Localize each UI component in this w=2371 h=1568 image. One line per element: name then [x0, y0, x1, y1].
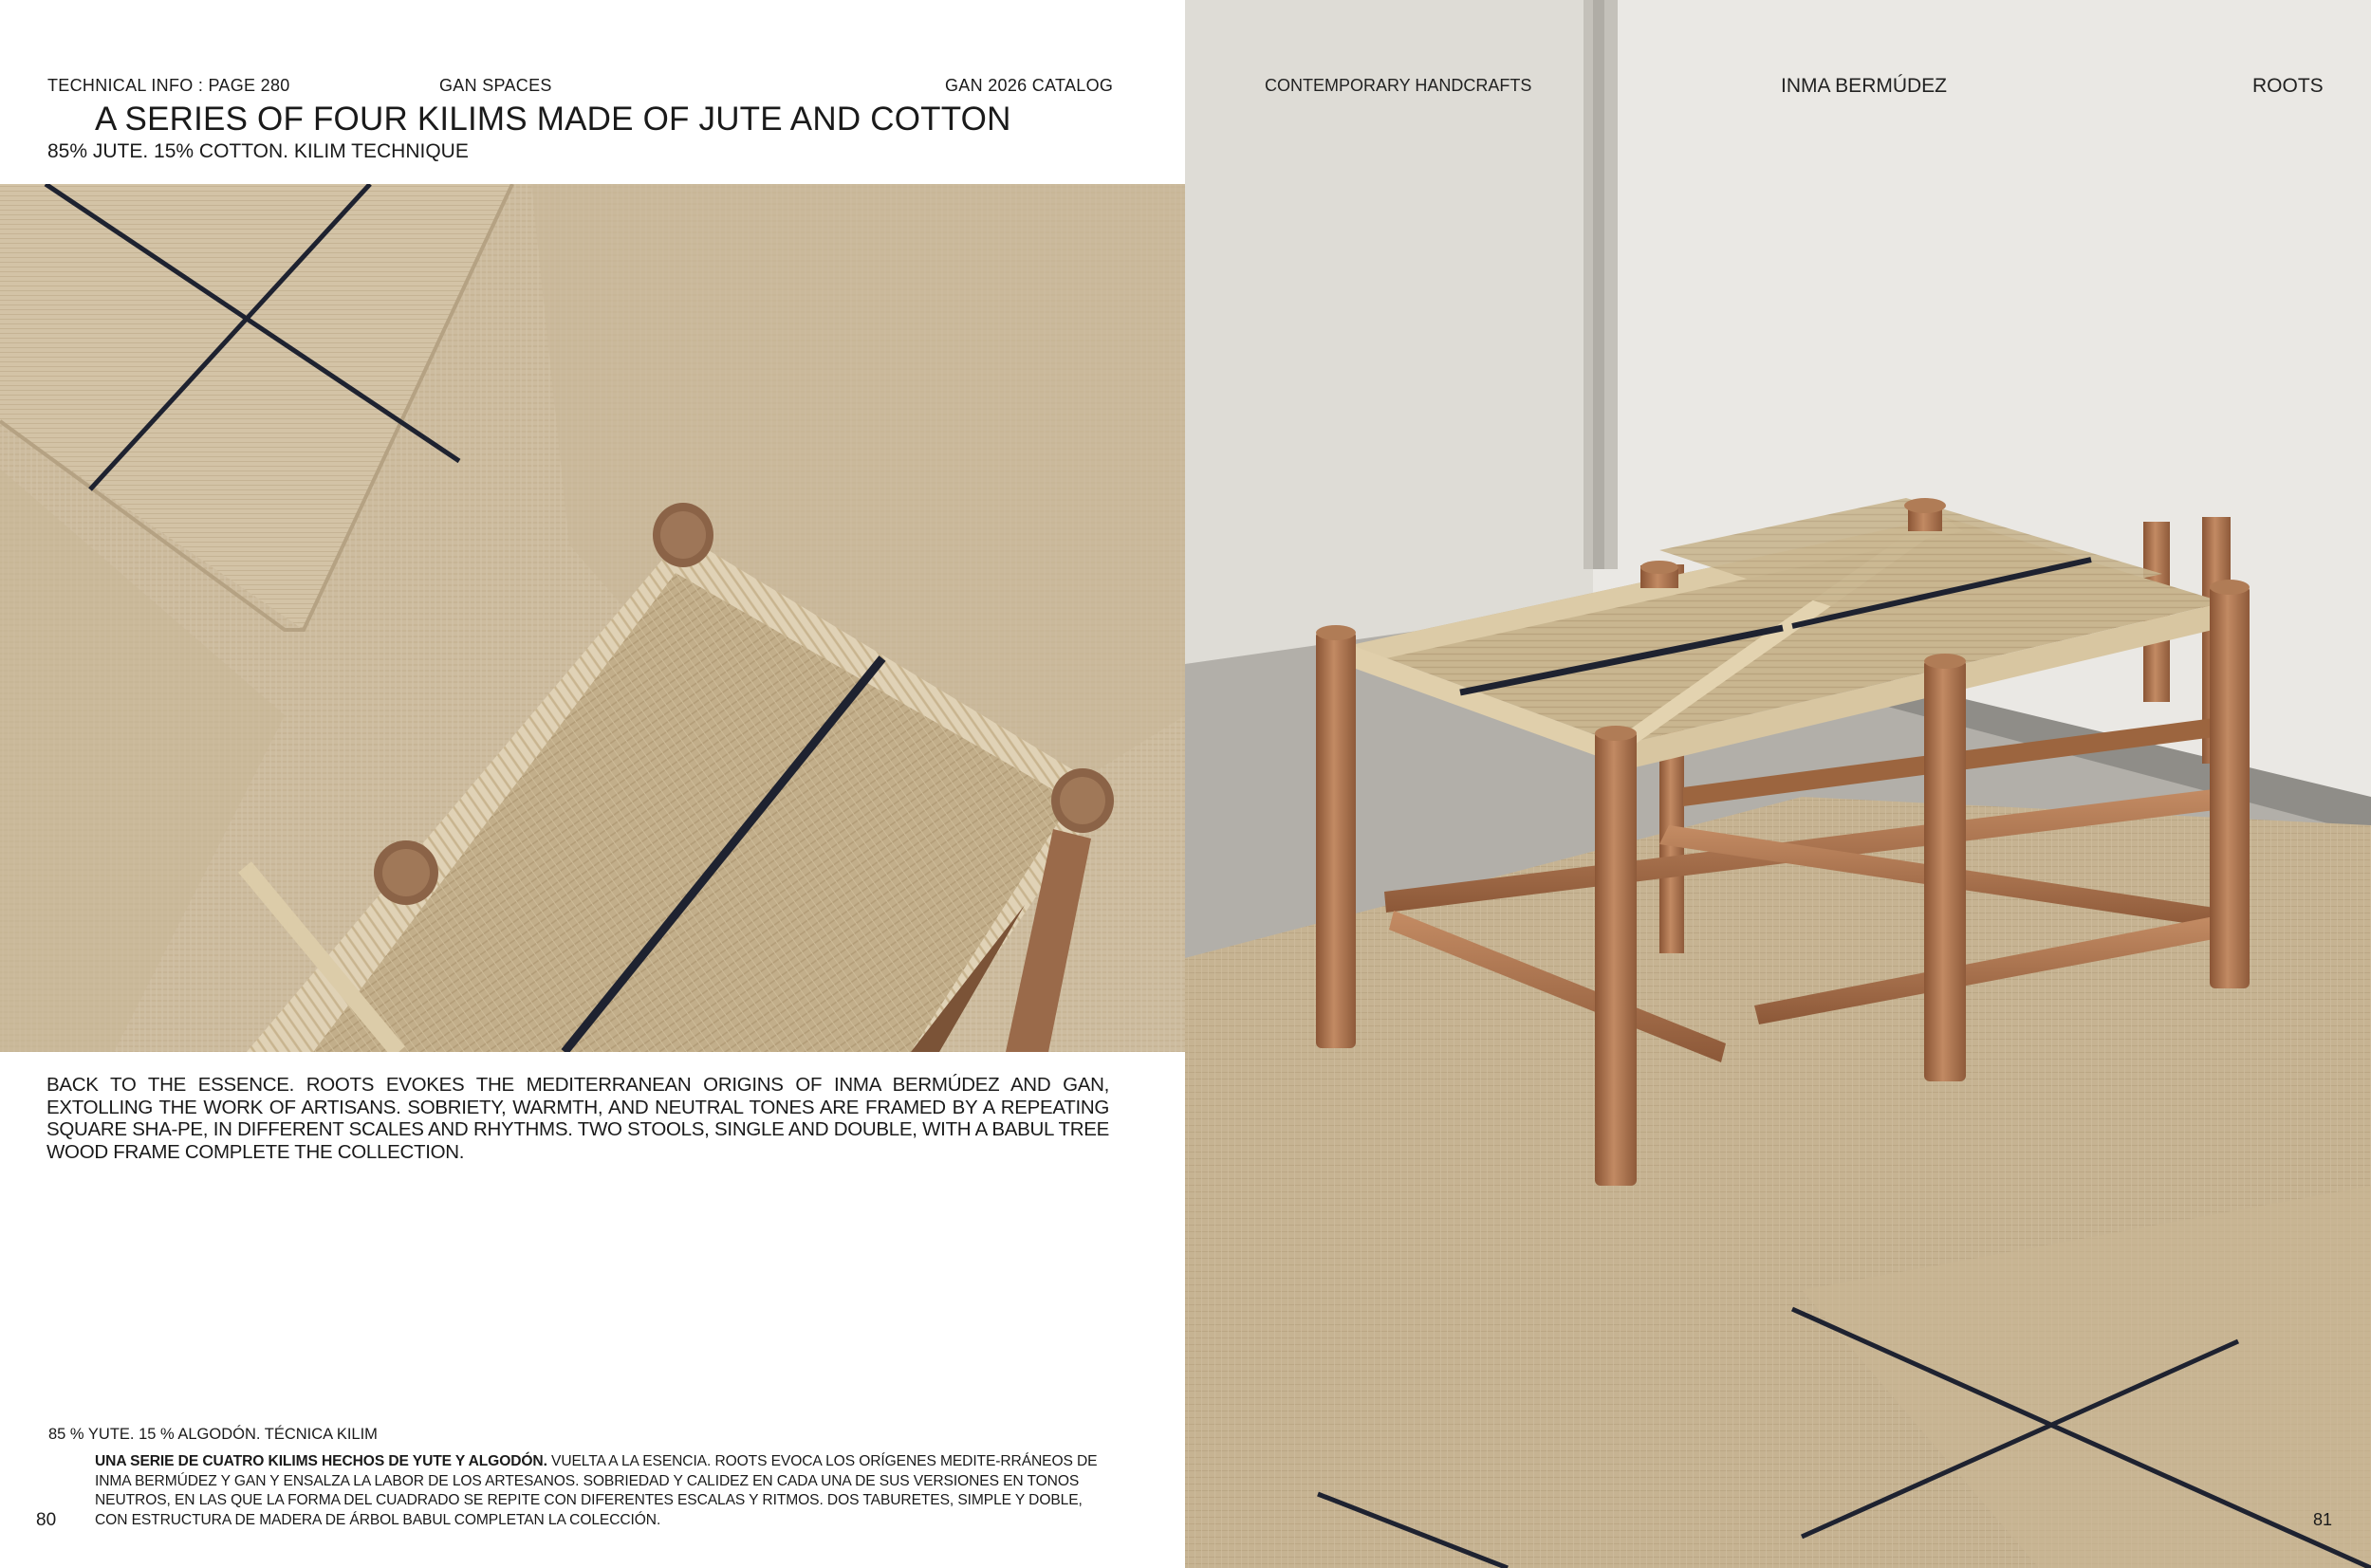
left-page — [0, 0, 1185, 1568]
title-es: UNA SERIE DE CUATRO KILIMS HECHOS DE YUTE Y ALGODÓN. — [95, 1453, 547, 1469]
description-es — [95, 1452, 1106, 1530]
page-number-left: 80 — [36, 1510, 57, 1530]
right-page — [1185, 0, 2371, 1568]
spec-es: 85 % YUTE. 15 % ALGODÓN. TÉCNICA KILIM — [48, 1426, 378, 1443]
description-en: BACK TO THE ESSENCE. ROOTS EVOKES THE MEDITERRANEAN ORIGINS OF INMA BERMÚDEZ AND GAN, EXTOLLING THE WORK OF ARTISANS. SOBRIETY, WARMTH, AND NEUTRAL TONES ARE FRAMED BY A REPEATING SQUARE SHA-PE, IN DIFFERENT SCALES AND RHYTHMS. TWO STOOLS, SINGLE AND DOUBLE, WITH A BABUL TREE WOOD FRAME COMPLETE THE COLLECTION. — [46, 1074, 1109, 1163]
catalog-label: GAN 2026 CATALOG — [945, 76, 1114, 95]
description-es-text: VUELTA A LA ESENCIA. ROOTS EVOCA LOS ORÍGENES MEDITE-RRÁNEOS DE INMA BERMÚDEZ Y GAN Y ENSALZA LA LABOR DE LOS ARTESANOS. SOBRIEDAD Y CALIDEZ EN CADA UNA DE SUS VERSIONES EN TONOS NEUTROS, EN LAS QUE LA FORMA DEL CUADRADO SE REPITE CON DIFERENTES ESCALAS Y RITMOS. DOS TABURETES, SIMPLE Y DOBLE, CON ESTRUCTURA DE MADERA DE ÁRBOL BABUL COMPLETAN LA COLECCIÓN. — [95, 1453, 1098, 1528]
kilim-stool-closeup-photo — [0, 184, 1185, 1052]
page-subtitle: 85% JUTE. 15% COTTON. KILIM TECHNIQUE — [47, 140, 469, 162]
technical-info-link[interactable]: TECHNICAL INFO : PAGE 280 — [47, 76, 290, 95]
page-number-right: 81 — [2313, 1510, 2333, 1529]
page-title: A SERIES OF FOUR KILIMS MADE OF JUTE AND COTTON — [95, 101, 1011, 138]
category-label: CONTEMPORARY HANDCRAFTS — [1265, 76, 1532, 95]
section-label: GAN SPACES — [439, 76, 552, 95]
double-stool-room-photo — [1185, 0, 2371, 1568]
collection-label: ROOTS — [2252, 75, 2324, 97]
designer-label: INMA BERMÚDEZ — [1781, 75, 1948, 97]
